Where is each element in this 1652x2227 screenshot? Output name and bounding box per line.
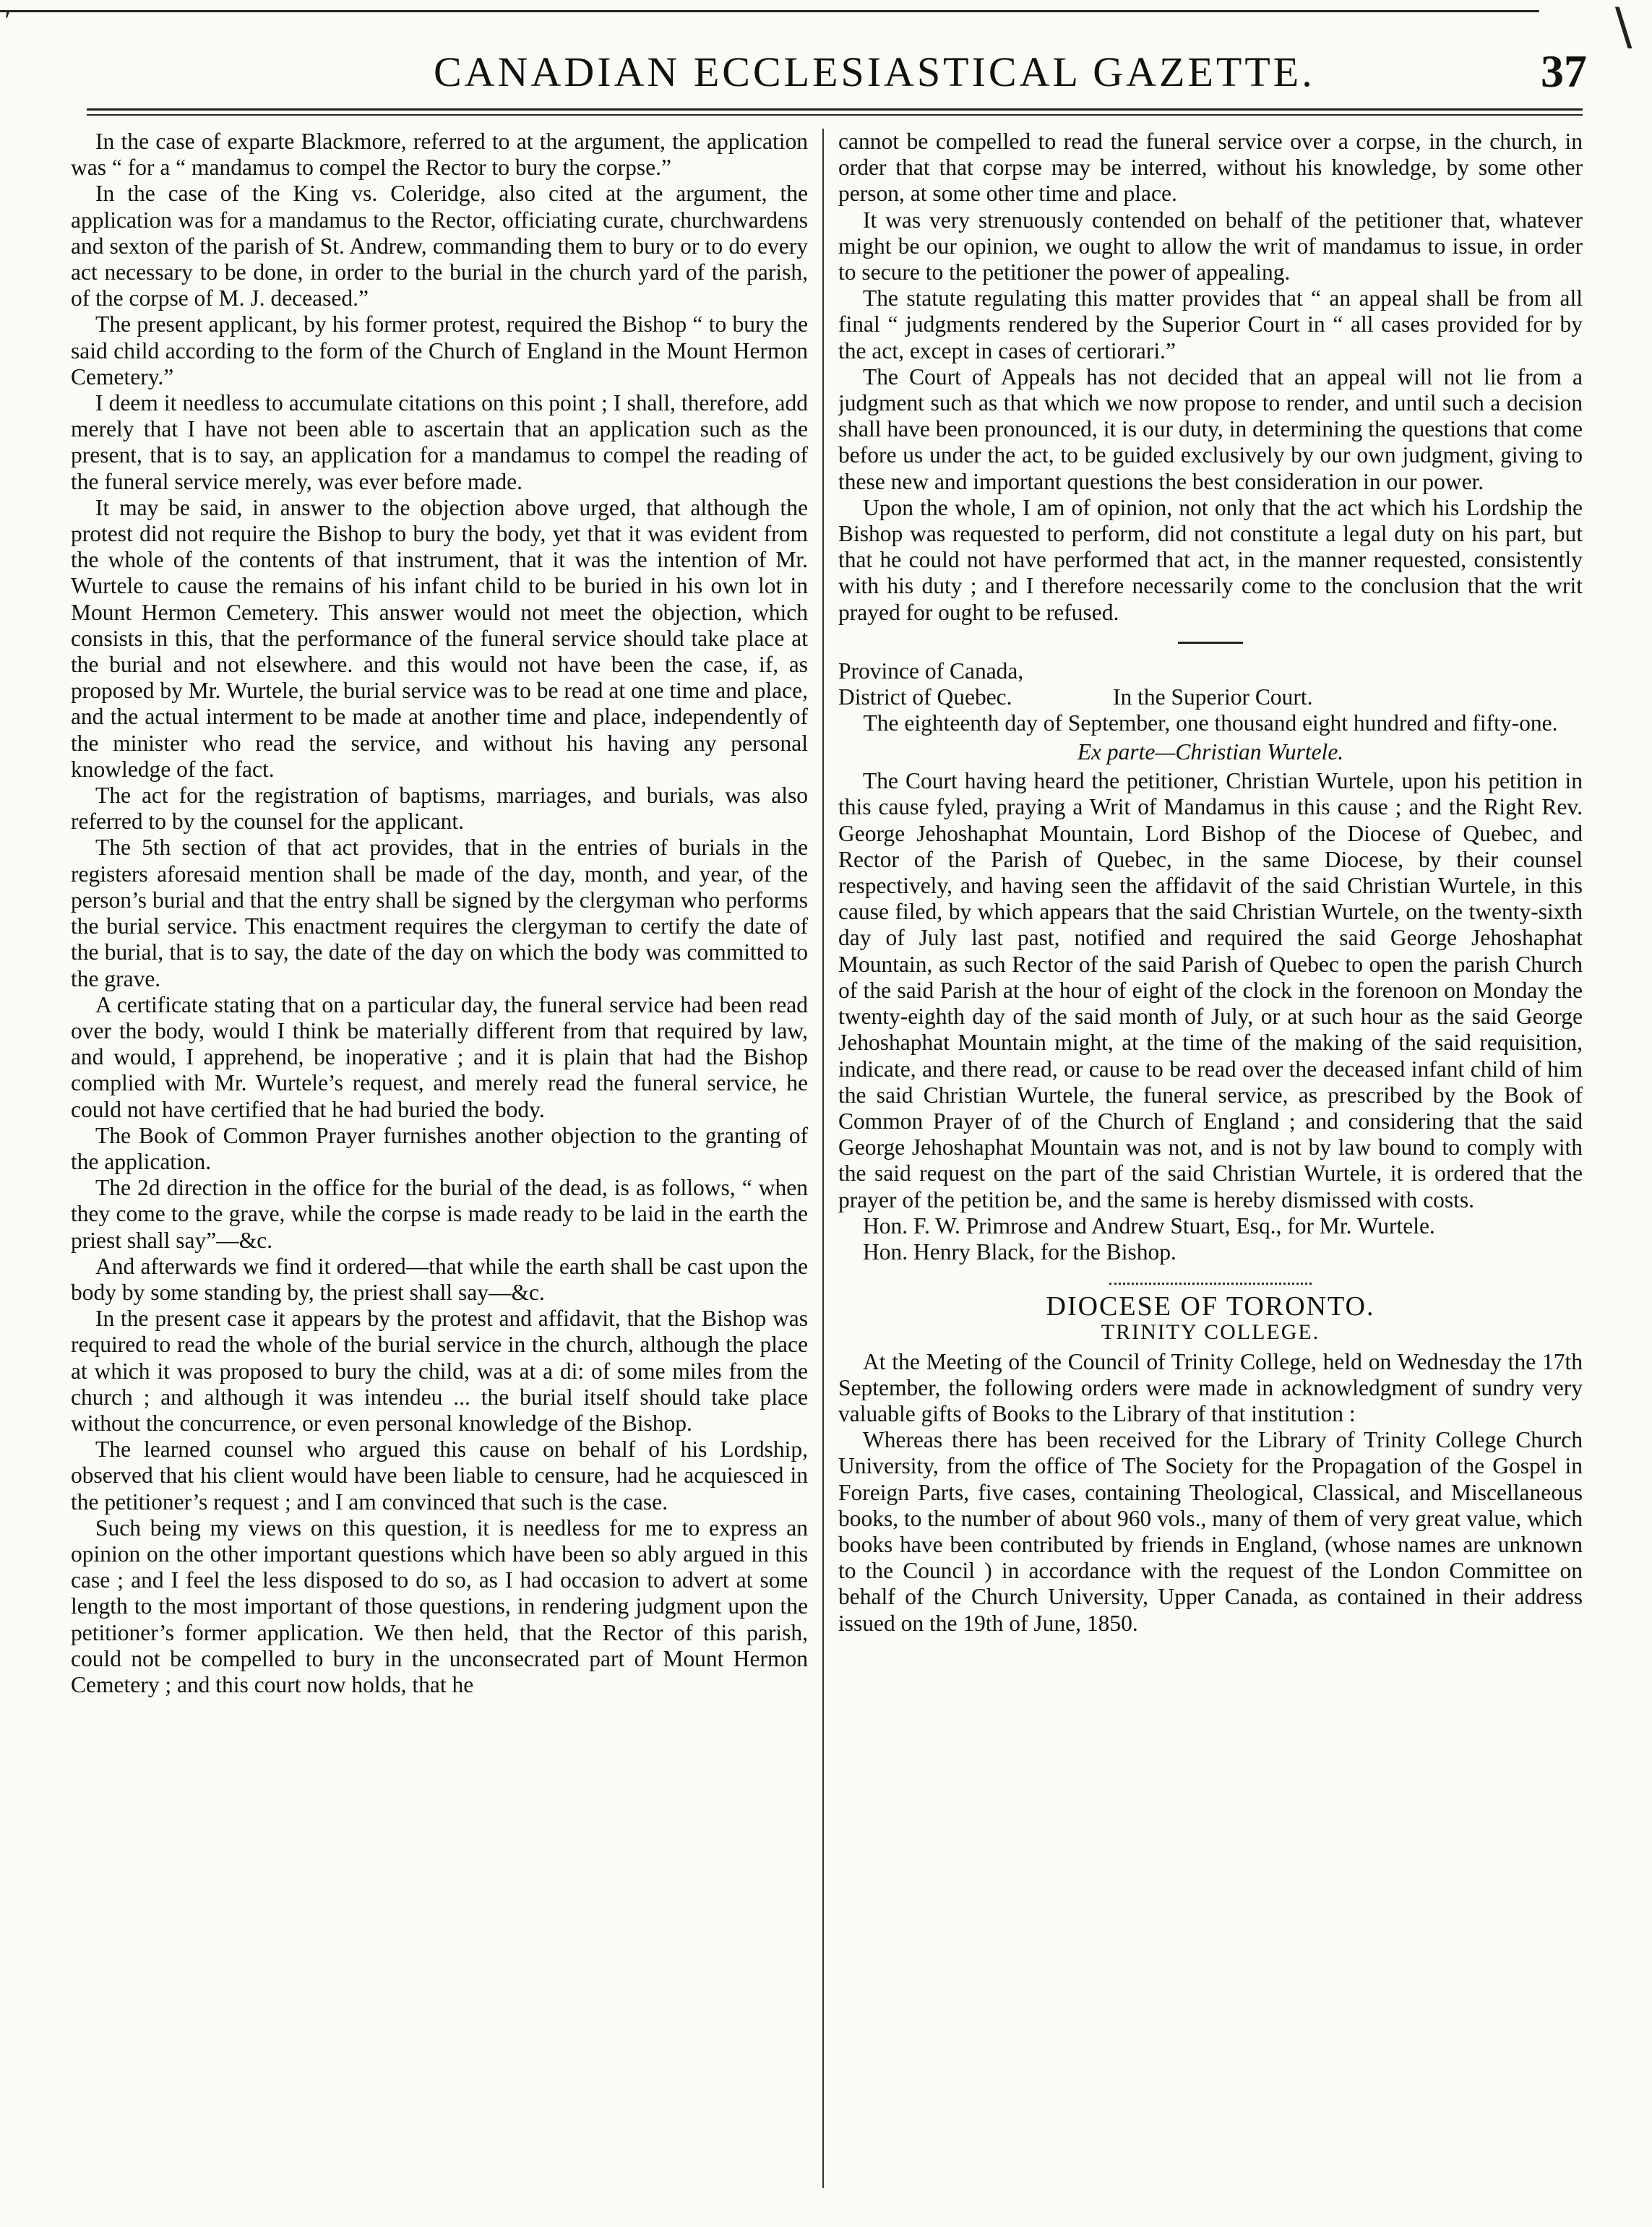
page-number: 37 <box>1541 46 1587 97</box>
corner-mark: ∖ <box>1605 1 1638 57</box>
left-column <box>71 129 808 2210</box>
paragraph: A certificate stating that on a particular day, the funeral service had been read over the body, would I think be materially different from that required by law, and would, I apprehend, be inoperative ; and it is plain that had the Bishop complied with Mr. Wurtele’s request, and merely read the funeral service, he could not have certified that he had buried the body. <box>71 991 808 1122</box>
publication-title: CANADIAN ECCLESIASTICAL GAZETTE. <box>434 48 1315 95</box>
paragraph: It was very strenuously contended on behalf of the petitioner that, whatever might be our opinion, we ought to allow the writ of mandamus to issue, in order to secure to the petitioner the power of appealing. <box>838 207 1583 285</box>
paragraph: And afterwards we find it ordered—that while the earth shall be cast upon the body by some standing by, the priest shall say—&c. <box>71 1253 808 1305</box>
caption-exparte: Ex parte—Christian Wurtele. <box>1077 739 1344 765</box>
paragraph: The act for the registration of baptisms, marriages, and burials, was also referred to by the counsel for the applicant. <box>71 783 808 835</box>
paragraph: Upon the whole, I am of opinion, not only that the act which his Lordship the Bishop was requested to perform, did not constitute a legal duty on his part, but that he could not have performed that act, in the manner requested, consistently with his duty ; and I therefore necessarily come to the conclusion that the writ prayed for ought to be refused. <box>838 494 1583 625</box>
section-heading: DIOCESE OF TORONTO. <box>1046 1291 1375 1322</box>
paragraph: In the case of exparte Blackmore, referred to at the argument, the application was “ for a “ mandamus to compel the Rector to bury the corpse.” <box>71 129 808 181</box>
paragraph: Such being my views on this question, it is needless for me to express an opinion on the other important questions which have been so ably argued in this case ; and I feel the less disposed to do so, as I had occasion to advert at some length to the most important of those questions, in rendering judgment upon the petitioner’s former application. We then held, that the Rector of this parish, could not be compelled to bury in the unconsecrated part of Mount Hermon Cemetery ; and this court now holds, that he <box>71 1515 808 1697</box>
paragraph: The present applicant, by his former protest, required the Bishop “ to bury the said child according to the form of the Church of England in the Mount Hermon Cemetery.” <box>71 311 808 389</box>
page-header <box>0 35 1652 107</box>
paragraph: I deem it needless to accumulate citations on this point ; I shall, therefore, add merely that I have not been able to ascertain that an application such as the present, that is to say, an application for a mandamus to compel the reading of the funeral service merely, was ever before made. <box>71 390 808 494</box>
paragraph: The learned counsel who argued this cause on behalf of his Lordship, observed that his client would have been liable to censure, had he acquiesced in the petitioner’s request ; and I am convinced that such is the case. <box>71 1436 808 1515</box>
section-subheading: TRINITY COLLEGE. <box>1101 1320 1320 1345</box>
caption-district: District of Quebec. <box>838 684 1012 710</box>
caption-date: The eighteenth day of September, one thousand eight hundred and fifty-one. <box>863 710 1558 736</box>
paragraph: In the present case it appears by the protest and affidavit, that the Bishop was required to read the whole of the burial service in the church, although the place at which it was proposed to bury the child, was at a di: of some miles from the church ; and although it was intendeu ... the burial itself should take place without the concurrence, or even personal knowledge of the Bishop. <box>71 1306 808 1436</box>
right-column <box>838 129 1583 2210</box>
paragraph: Hon. Henry Black, for the Bishop. <box>863 1239 1176 1265</box>
paragraph: Hon. F. W. Primrose and Andrew Stuart, Esq., for Mr. Wurtele. <box>863 1212 1435 1239</box>
paragraph: The statute regulating this matter provides that “ an appeal shall be from all final “ judgments rendered by the Superior Court in “ all cases provided for by the act, except in cases of certiorari.” <box>838 285 1583 363</box>
paragraph: The Book of Common Prayer furnishes another objection to the granting of the application. <box>71 1122 808 1174</box>
section-divider <box>1178 642 1243 644</box>
paragraph: The Court having heard the petitioner, Christian Wurtele, upon his petition in this cause fyled, praying a Writ of Mandamus in this cause ; and the Right Rev. George Jehoshaphat Mountain, Lord Bishop of the Diocese of Quebec, and Rector of the Parish of Quebec, in the same Diocese, by their counsel respectively, and having seen the affidavit of the said Christian Wurtele, in this cause filed, by which appears that the said Christian Wurtele, on the twenty-sixth day of July last past, notified and required the said George Jehoshaphat Mountain, as such Rector of the said Parish of Quebec to open the parish Church of the said Parish at the hour of eight of the clock in the forenoon on Monday the twenty-eighth day of the said month of July, or at such hour as the said George Jehoshaphat Mountain might, at the time of the making of the said requisition, indicate, and there read, or cause to be read over the deceased infant child of him the said Christian Wurtele, the funeral service, as prescribed by the Book of Common Prayer of of the Church of England ; and considering that the said George Jehoshaphat Mountain was not, and is not by law bound to comply with the said request on the part of the said Christian Wurtele, it is ordered that the prayer of the petition be, and the same is hereby dismissed with costs. <box>838 768 1583 1212</box>
paragraph: At the Meeting of the Council of Trinity College, held on Wednesday the 17th September, the following orders were made in acknowledgment of sundry very valuable gifts of Books to the Library of that institution : <box>838 1348 1583 1426</box>
paragraph: The 2d direction in the office for the burial of the dead, is as follows, “ when they come to the grave, while the corpse is made ready to be laid in the earth the priest shall say”—&c. <box>71 1175 808 1253</box>
margin-mark: ′ <box>4 2 12 39</box>
paragraph: Whereas there has been received for the Library of Trinity College Church University, from the office of The Society for the Propagation of the Gospel in Foreign Parts, five cases, containing Theological, Classical, and Miscellaneous books, to the number of about 960 vols., many of them of very great value, which books have been contributed by friends in England, (whose names are unknown to the Council ) in accordance with the request of the London Committee on behalf of the Church University, Upper Canada, as contained in their address issued on the 19th of June, 1850. <box>838 1427 1583 1636</box>
paragraph: cannot be compelled to read the funeral service over a corpse, in the church, in order that that corpse may be interred, without his knowledge, by some other person, at some other time and place. <box>838 129 1583 207</box>
caption-province: Province of Canada, <box>838 658 1024 684</box>
column-divider <box>822 129 824 2188</box>
case-caption <box>838 658 1583 765</box>
section-divider <box>1109 1283 1312 1285</box>
header-rule <box>87 108 1583 111</box>
paragraph: It may be said, in answer to the objection above urged, that although the protest did not require the Bishop to bury the body, yet that it was evident from the whole of the contents of that instrument, that it was the intention of Mr. Wurtele to cause the remains of his infant child to be buried in his own lot in Mount Hermon Cemetery. This answer would not meet the objection, which consists in this, that the performance of the funeral service should take place at the burial and not elsewhere. and this would not have been the case, if, as proposed by Mr. Wurtele, the burial service was to be read at one time and place, and the actual interment to be made at another time and place, independently of the minister who read the service, and without his having any personal knowledge of the fact. <box>71 494 808 782</box>
paragraph: In the case of the King vs. Coleridge, also cited at the argument, the application was for a mandamus to the Rector, officiating curate, churchwardens and sexton of the parish of St. Andrew, commanding them to bury or to do every act necessary to be done, in order to the burial in the church yard of the parish, of the corpse of M. J. deceased.” <box>71 181 808 311</box>
top-rule <box>0 10 1539 12</box>
caption-court: In the Superior Court. <box>1113 684 1313 710</box>
header-rule-thin <box>87 114 1583 116</box>
paragraph: The 5th section of that act provides, that in the entries of burials in the registers aforesaid mention shall be made of the day, month, and year, of the person’s burial and that the entry shall be signed by the clergyman who performs the burial service. This enactment requires the clergyman to certify the date of the burial, that is to say, the date of the day on which the body was committed to the grave. <box>71 835 808 991</box>
paragraph: The Court of Appeals has not decided that an appeal will not lie from a judgment such as that which we now propose to render, and until such a decision shall have been pronounced, it is our duty, in determining the questions that come before us under the act, to be guided exclusively by our own judgment, giving to these new and important questions the best consideration in our power. <box>838 363 1583 494</box>
